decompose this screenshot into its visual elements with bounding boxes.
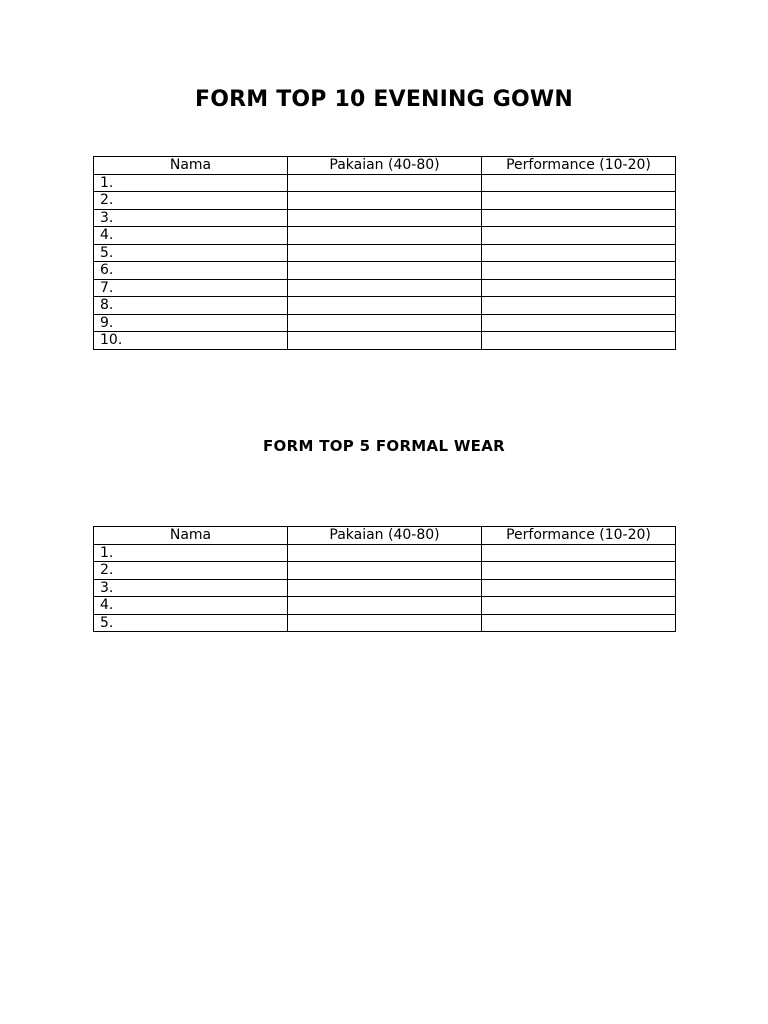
row-number: 10. (94, 332, 288, 350)
table-header-row (94, 527, 676, 545)
table-row (94, 614, 676, 632)
row-number: 9. (94, 314, 288, 332)
table-row (94, 332, 676, 350)
row-number: 8. (94, 297, 288, 315)
performance-cell[interactable] (482, 597, 676, 615)
pakaian-cell[interactable] (288, 562, 482, 580)
performance-cell[interactable] (482, 174, 676, 192)
table-row (94, 209, 676, 227)
row-number: 2. (94, 562, 288, 580)
performance-cell[interactable] (482, 262, 676, 280)
pakaian-cell[interactable] (288, 597, 482, 615)
row-number: 2. (94, 192, 288, 210)
evening-gown-table (93, 156, 676, 350)
header-nama: Nama (94, 527, 288, 545)
performance-cell[interactable] (482, 579, 676, 597)
performance-cell[interactable] (482, 279, 676, 297)
row-number: 5. (94, 244, 288, 262)
pakaian-cell[interactable] (288, 314, 482, 332)
table-row (94, 562, 676, 580)
header-performance: Performance (10-20) (482, 157, 676, 175)
performance-cell[interactable] (482, 544, 676, 562)
performance-cell[interactable] (482, 244, 676, 262)
table-row (94, 544, 676, 562)
formal-wear-title: FORM TOP 5 FORMAL WEAR (263, 437, 505, 455)
row-number: 5. (94, 614, 288, 632)
pakaian-cell[interactable] (288, 174, 482, 192)
table-header-row (94, 157, 676, 175)
pakaian-cell[interactable] (288, 614, 482, 632)
header-pakaian: Pakaian (40-80) (288, 527, 482, 545)
evening-gown-title: FORM TOP 10 EVENING GOWN (194, 87, 574, 112)
performance-cell[interactable] (482, 192, 676, 210)
performance-cell[interactable] (482, 297, 676, 315)
performance-cell[interactable] (482, 332, 676, 350)
performance-cell[interactable] (482, 227, 676, 245)
pakaian-cell[interactable] (288, 244, 482, 262)
pakaian-cell[interactable] (288, 579, 482, 597)
table-row (94, 579, 676, 597)
row-number: 3. (94, 579, 288, 597)
pakaian-cell[interactable] (288, 297, 482, 315)
pakaian-cell[interactable] (288, 262, 482, 280)
table-row (94, 227, 676, 245)
pakaian-cell[interactable] (288, 332, 482, 350)
row-number: 1. (94, 174, 288, 192)
performance-cell[interactable] (482, 209, 676, 227)
header-performance: Performance (10-20) (482, 527, 676, 545)
pakaian-cell[interactable] (288, 544, 482, 562)
row-number: 6. (94, 262, 288, 280)
table-row (94, 597, 676, 615)
row-number: 4. (94, 227, 288, 245)
table-row (94, 297, 676, 315)
pakaian-cell[interactable] (288, 279, 482, 297)
header-nama: Nama (94, 157, 288, 175)
row-number: 3. (94, 209, 288, 227)
pakaian-cell[interactable] (288, 209, 482, 227)
performance-cell[interactable] (482, 314, 676, 332)
performance-cell[interactable] (482, 562, 676, 580)
table-row (94, 279, 676, 297)
table-row (94, 244, 676, 262)
pakaian-cell[interactable] (288, 192, 482, 210)
pakaian-cell[interactable] (288, 227, 482, 245)
header-pakaian: Pakaian (40-80) (288, 157, 482, 175)
row-number: 4. (94, 597, 288, 615)
row-number: 1. (94, 544, 288, 562)
performance-cell[interactable] (482, 614, 676, 632)
formal-wear-table (93, 526, 676, 632)
table-row (94, 192, 676, 210)
table-row (94, 262, 676, 280)
row-number: 7. (94, 279, 288, 297)
table-row (94, 314, 676, 332)
table-row (94, 174, 676, 192)
